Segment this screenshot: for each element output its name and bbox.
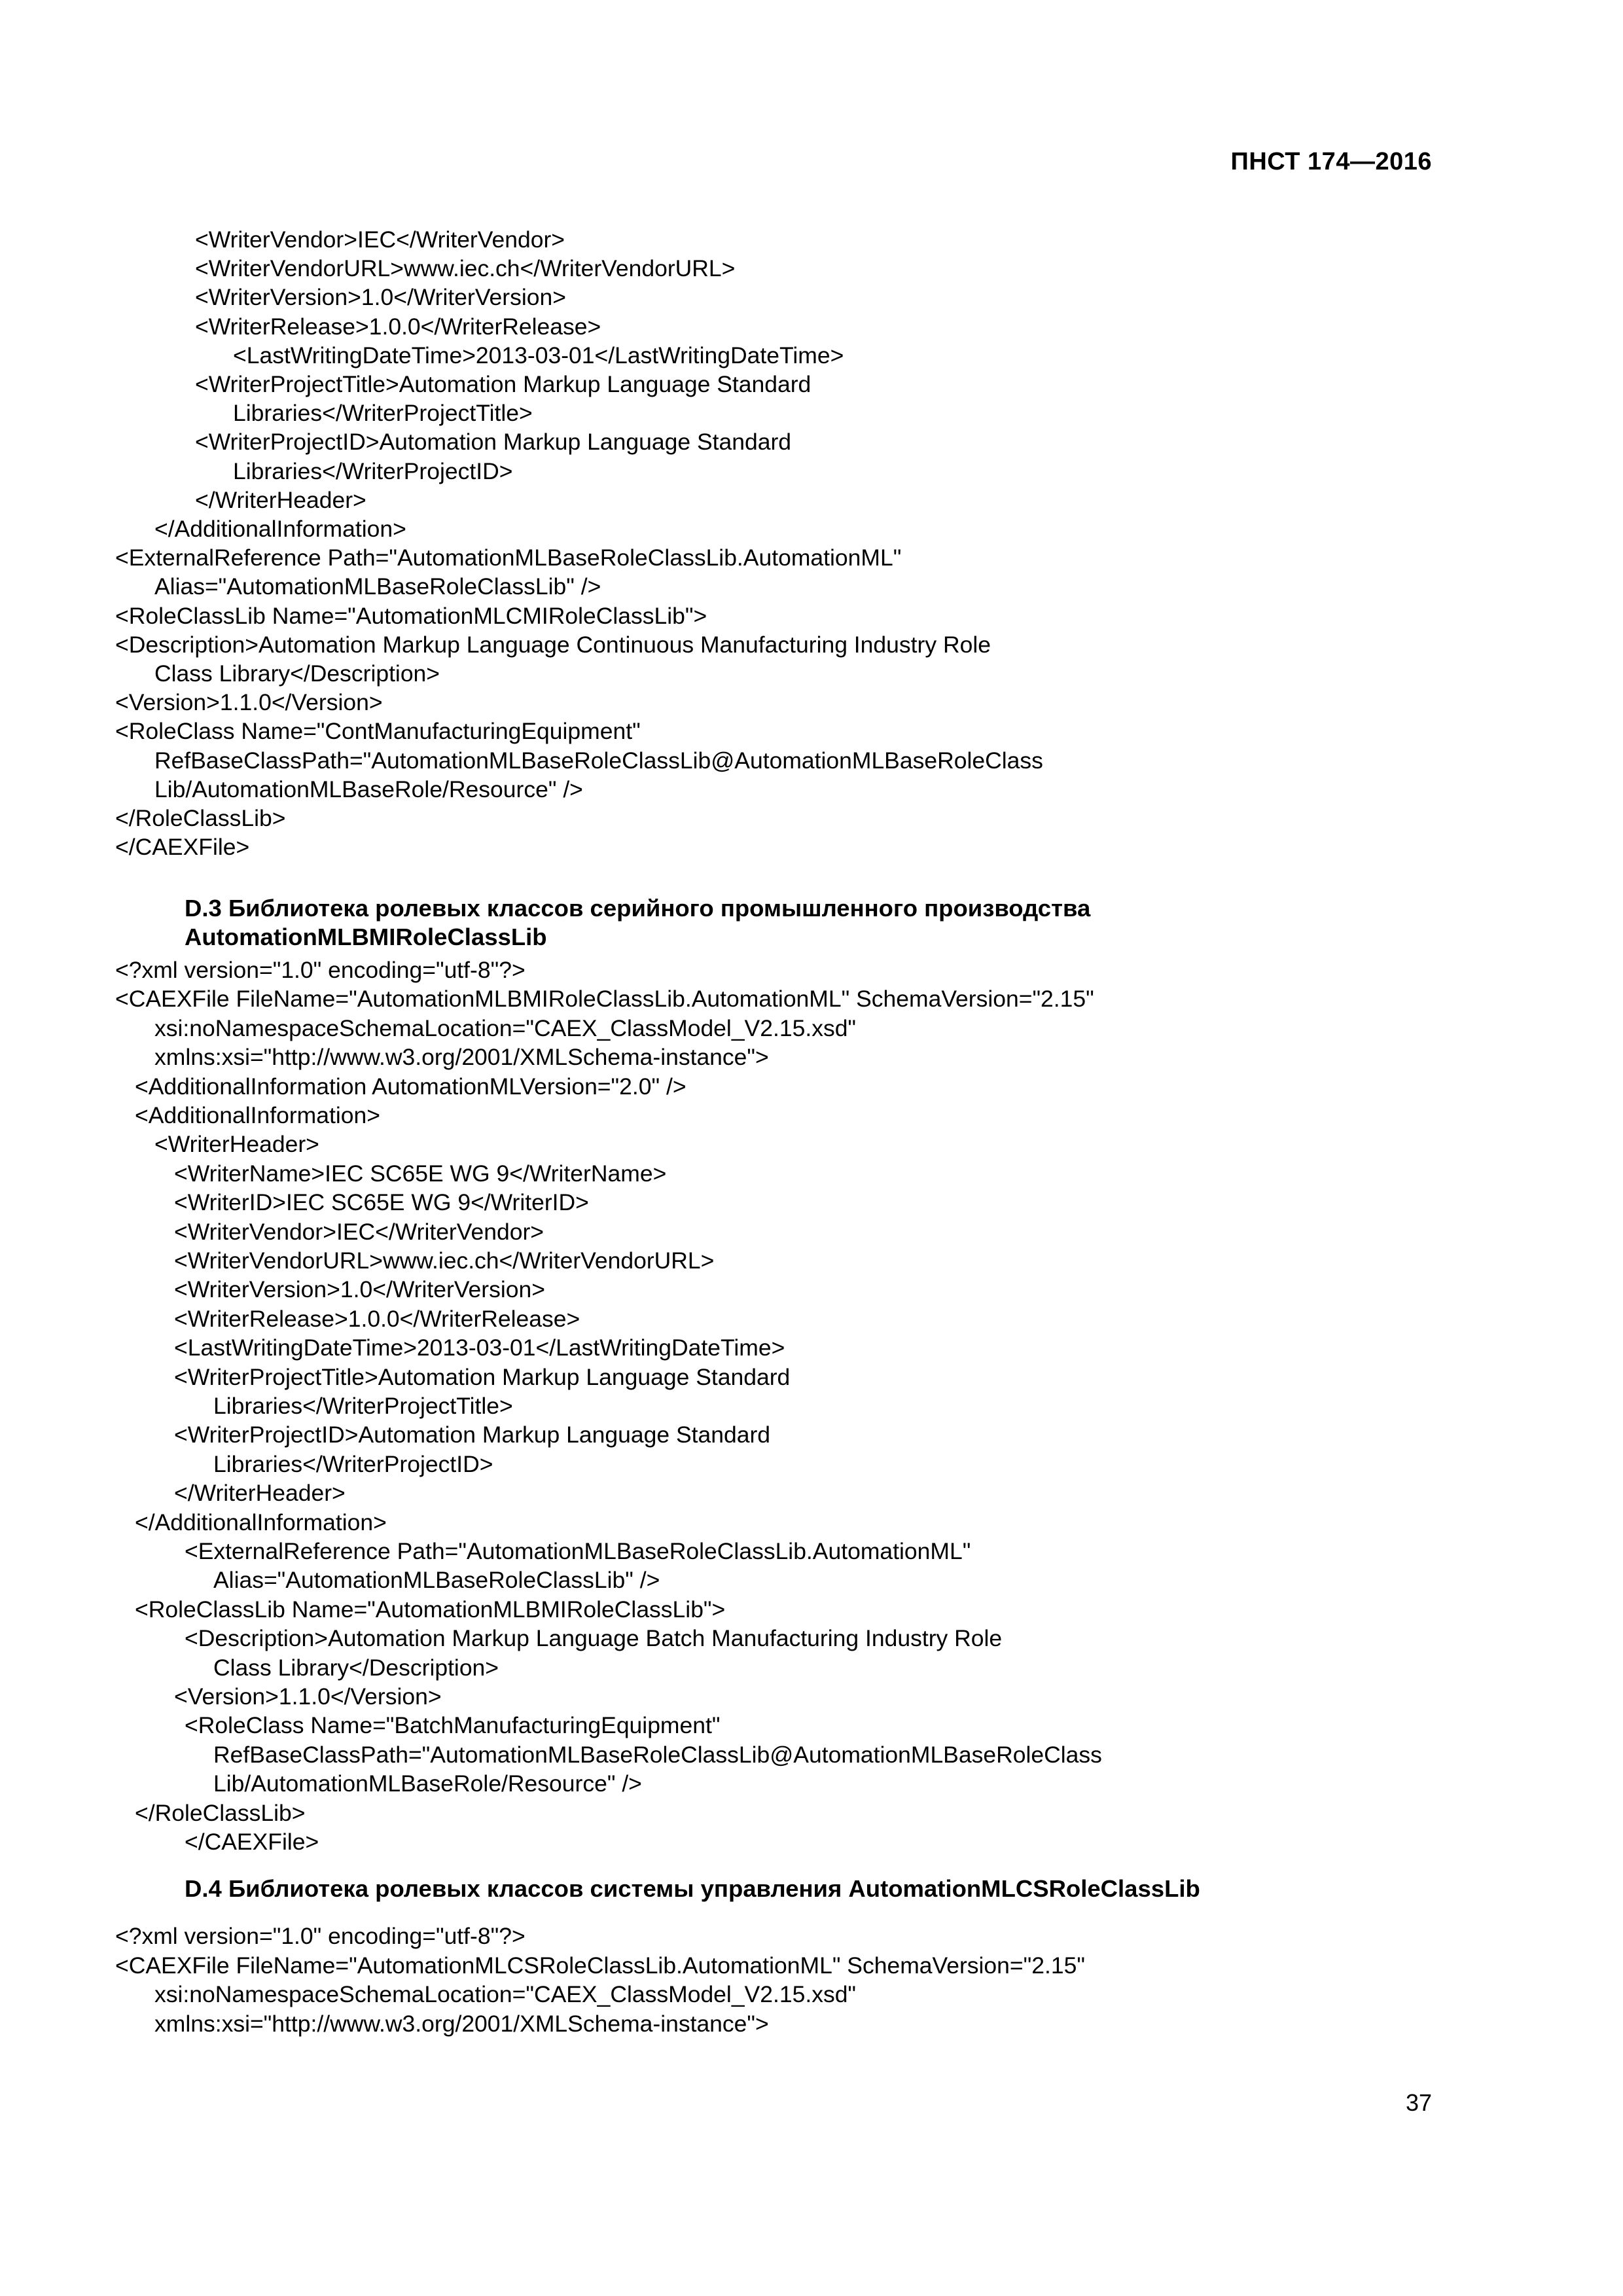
block1-code-line: <WriterVendorURL>www.iec.ch</WriterVendorURL> xyxy=(195,255,736,281)
block3-code-line: xsi:noNamespaceSchemaLocation="CAEX_ClassModel_V2.15.xsd" xyxy=(154,1981,857,2007)
block2-code-line: <?xml version="1.0" encoding="utf-8"?> xyxy=(115,957,526,983)
block2-code-line: <WriterVendor>IEC</WriterVendor> xyxy=(174,1219,544,1245)
block1-code-line: </RoleClassLib> xyxy=(115,805,286,831)
block1-code-line: </AdditionalInformation> xyxy=(154,516,406,542)
section-d3-title-line2: AutomationMLBMIRoleClassLib xyxy=(185,924,547,950)
page-number: 37 xyxy=(1405,2089,1432,2116)
block2-code-line: xmlns:xsi="http://www.w3.org/2001/XMLSchema-instance"> xyxy=(154,1044,769,1070)
block2-code-line: Libraries</WriterProjectID> xyxy=(213,1451,493,1477)
block2-code-line: <WriterVendorURL>www.iec.ch</WriterVendorURL> xyxy=(174,1247,715,1274)
block2-code-line: </RoleClassLib> xyxy=(135,1800,306,1826)
block2-code-line: </AdditionalInformation> xyxy=(135,1509,387,1535)
block2-code-line: <WriterName>IEC SC65E WG 9</WriterName> xyxy=(174,1160,667,1187)
block2-code-line: <Description>Automation Markup Language Batch Manufacturing Industry Role xyxy=(185,1625,1003,1651)
block2-code-line: Alias="AutomationMLBaseRoleClassLib" /> xyxy=(213,1567,660,1593)
block2-code-line: <WriterProjectTitle>Automation Markup Language Standard xyxy=(174,1364,791,1390)
block2-code-line: </CAEXFile> xyxy=(185,1829,319,1855)
block2-code-line: <AdditionalInformation AutomationMLVersion="2.0" /> xyxy=(135,1073,687,1100)
block1-code-line: <Version>1.1.0</Version> xyxy=(115,689,383,715)
block2-code-line: <WriterID>IEC SC65E WG 9</WriterID> xyxy=(174,1189,589,1215)
block1-code-line: <WriterRelease>1.0.0</WriterRelease> xyxy=(195,314,601,340)
block1-code-line: <WriterProjectID>Automation Markup Language Standard xyxy=(195,429,792,455)
block2-code-line: <WriterHeader> xyxy=(154,1131,319,1157)
block2-code-line: <CAEXFile FileName="AutomationMLBMIRoleClassLib.AutomationML" SchemaVersion="2.15" xyxy=(115,986,1094,1012)
block2-code-line: xsi:noNamespaceSchemaLocation="CAEX_ClassModel_V2.15.xsd" xyxy=(154,1015,857,1041)
block3-code-line: <?xml version="1.0" encoding="utf-8"?> xyxy=(115,1923,526,1949)
block2-code-line: <AdditionalInformation> xyxy=(135,1102,380,1128)
section-d3-title-line1: D.3 Библиотека ролевых классов серийного промышленного производства xyxy=(185,895,1091,922)
block1-code-line: <RoleClassLib Name="AutomationMLCMIRoleClassLib"> xyxy=(115,603,707,629)
block2-code-line: </WriterHeader> xyxy=(174,1480,346,1506)
section-d4-title: D.4 Библиотека ролевых классов системы управления AutomationMLCSRoleClassLib xyxy=(185,1875,1200,1902)
block1-code-line: <WriterVendor>IEC</WriterVendor> xyxy=(195,226,565,253)
block2-code-line: <WriterRelease>1.0.0</WriterRelease> xyxy=(174,1306,580,1332)
block2-code-line: <Version>1.1.0</Version> xyxy=(174,1683,442,1710)
block2-code-line: <RoleClass Name="BatchManufacturingEquipment" xyxy=(185,1712,721,1738)
block2-code-line: Libraries</WriterProjectTitle> xyxy=(213,1393,513,1419)
block3-code-line: <CAEXFile FileName="AutomationMLCSRoleClassLib.AutomationML" SchemaVersion="2.15" xyxy=(115,1952,1085,1979)
block1-code-line: <LastWritingDateTime>2013-03-01</LastWritingDateTime> xyxy=(233,342,844,368)
block2-code-line: <WriterProjectID>Automation Markup Language Standard xyxy=(174,1422,771,1448)
block2-code-line: <LastWritingDateTime>2013-03-01</LastWritingDateTime> xyxy=(174,1335,785,1361)
block2-code-line: <RoleClassLib Name="AutomationMLBMIRoleClassLib"> xyxy=(135,1596,726,1623)
block1-code-line: RefBaseClassPath="AutomationMLBaseRoleClassLib@AutomationMLBaseRoleClass xyxy=(154,747,1043,774)
block1-code-line: </CAEXFile> xyxy=(115,834,250,860)
block2-code-line: Lib/AutomationMLBaseRole/Resource" /> xyxy=(213,1770,642,1797)
block1-code-line: <WriterProjectTitle>Automation Markup Language Standard xyxy=(195,371,812,397)
block2-code-line: Class Library</Description> xyxy=(213,1655,499,1681)
block1-code-line: Alias="AutomationMLBaseRoleClassLib" /> xyxy=(154,573,601,600)
block1-code-line: <RoleClass Name="ContManufacturingEquipment" xyxy=(115,718,641,744)
block1-code-line: Lib/AutomationMLBaseRole/Resource" /> xyxy=(154,776,583,802)
block3-code-line: xmlns:xsi="http://www.w3.org/2001/XMLSchema-instance"> xyxy=(154,2011,769,2037)
block1-code-line: <WriterVersion>1.0</WriterVersion> xyxy=(195,284,566,310)
document-id: ПНСТ 174—2016 xyxy=(1230,148,1432,175)
block1-code-line: Class Library</Description> xyxy=(154,660,440,687)
block1-code-line: </WriterHeader> xyxy=(195,487,366,513)
block1-code-line: Libraries</WriterProjectID> xyxy=(233,458,513,484)
block1-code-line: <ExternalReference Path="AutomationMLBaseRoleClassLib.AutomationML" xyxy=(115,545,902,571)
block2-code-line: RefBaseClassPath="AutomationMLBaseRoleClassLib@AutomationMLBaseRoleClass xyxy=(213,1742,1102,1768)
block1-code-line: <Description>Automation Markup Language Continuous Manufacturing Industry Role xyxy=(115,632,991,658)
block2-code-line: <ExternalReference Path="AutomationMLBaseRoleClassLib.AutomationML" xyxy=(185,1538,971,1564)
block1-code-line: Libraries</WriterProjectTitle> xyxy=(233,400,533,426)
block2-code-line: <WriterVersion>1.0</WriterVersion> xyxy=(174,1276,545,1302)
